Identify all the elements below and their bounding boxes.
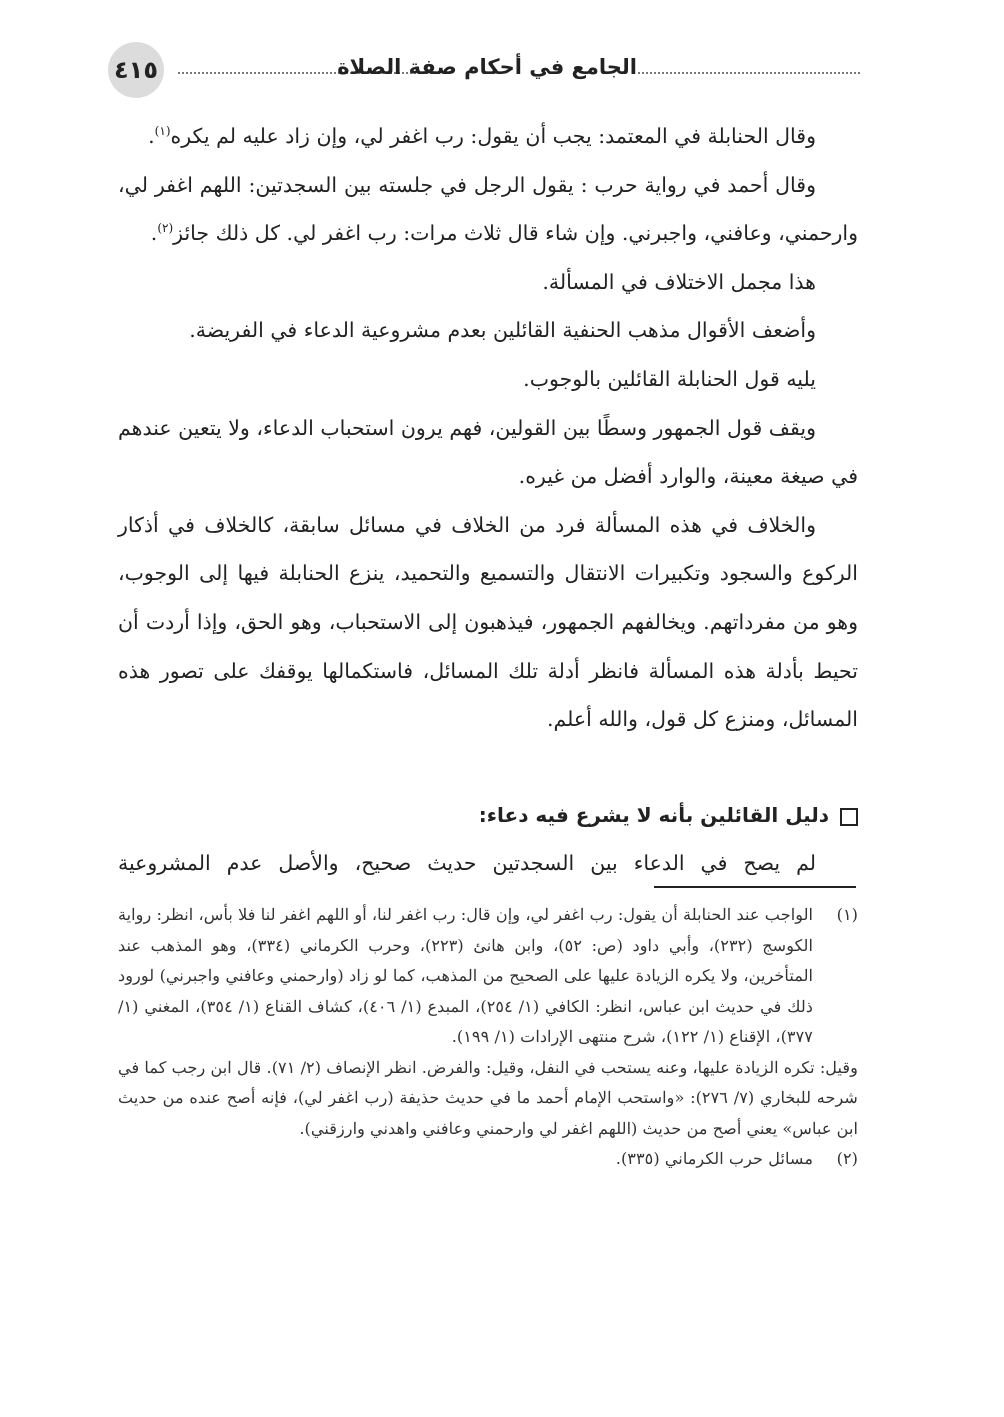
section-first-line: لم يصح في الدعاء بين السجدتين حديث صحيح، والأصل عدم المشروعية bbox=[118, 851, 816, 875]
paragraph-summary: هذا مجمل الاختلاف في المسألة. bbox=[542, 269, 816, 294]
dotted-leader-right bbox=[638, 72, 860, 74]
paragraph-dispute: والخلاف في هذه المسألة فرد من الخلاف في مسائل سابقة، كالخلاف في أذكار الركوع والسجود وتكبيرات الانتقال والتسميع والتحميد، ينزع الحنابلة فيها إلى الوجوب، وهو من مفرداتهم. ويخالفهم الجمهور، فيذهبون إلى الاستحباب، وهو الحق، وإذا أردت أن تحيط بأدلة هذه المسألة فانظر أدلة تلك المسائل، فاستكمالها يوقفك على تصور هذه المسائل، ومنزع كل قول، والله أعلم. bbox=[118, 512, 858, 732]
running-title: الجامع في أحكام صفة الصلاة bbox=[337, 55, 637, 79]
footnotes bbox=[118, 900, 858, 1175]
footnote-number: (٢) bbox=[836, 1149, 858, 1168]
paragraph-weakest: وأضعف الأقوال مذهب الحنفية القائلين بعدم مشروعية الدعاء في الفريضة. bbox=[189, 318, 816, 343]
main-text bbox=[118, 112, 858, 744]
footnote-separator bbox=[654, 886, 856, 888]
paragraph-next: يليه قول الحنابلة القائلين بالوجوب. bbox=[523, 366, 816, 391]
paragraph-majority: ويقف قول الجمهور وسطًا بين القولين، فهم يرون استحباب الدعاء، ولا يتعين عندهم في صيغة معينة، والوارد أفضل من غيره. bbox=[118, 415, 858, 489]
paragraph-ahmad: وقال أحمد في رواية حرب : يقول الرجل في جلسته بين السجدتين: اللهم اغفر لي، وارحمني، وعافني، واجبرني. وإن شاء قال ثلاث مرات: رب اغفر لي. كل ذلك جائز$^{(٢)}$. bbox=[118, 172, 858, 246]
footnote-ref-1: (١) bbox=[154, 124, 171, 139]
paragraph-hanabila: وقال الحنابلة في المعتمد: يجب أن يقول: رب اغفر لي، وإن زاد عليه لم يكره$^{(١)}$. bbox=[148, 124, 816, 148]
footnote-1-continuation: وقيل: تكره الزيادة عليها، وعنه يستحب في النفل، وقيل: والفرض. انظر الإنصاف (٢/ ٧١). قال ابن رجب كما في شرحه للبخاري (٧/ ٢٧٦): «واستحب الإمام أحمد ما في حديث حذيفة (رب اغفر لي)، فإنه أصح عنده من حديث ابن عباس» يعني أصح من حديث (اللهم اغفر لي وارحمني وعافني واهدني وارزقني). bbox=[118, 1057, 858, 1138]
footnote-number: (١) bbox=[836, 905, 858, 924]
page-header bbox=[108, 42, 860, 98]
section-heading: دليل القائلين بأنه لا يشرع فيه دعاء: bbox=[118, 803, 858, 827]
footnote-ref-2: (٢) bbox=[157, 221, 174, 236]
page-number-badge: ٤١٥ bbox=[108, 42, 164, 98]
footnote-2: (٢) مسائل حرب الكرماني (٣٣٥). bbox=[118, 1144, 858, 1175]
footnote-1: (١) الواجب عند الحنابلة أن يقول: رب اغفر لي، وإن قال: رب اغفر لنا، أو اللهم اغفر لنا فلا بأس، انظر: رواية الكوسج (٢٣٢)، وأبي داود (ص: ٥٢)، وابن هانئ (٢٢٣)، وحرب الكرماني (٣٣٤)، وهو المذهب عند المتأخرين، ولا يكره الزيادة عليها على الصحيح من المذهب، كما لو زاد (وارحمني وعافني واجبرني) لورود ذلك في حديث ابن عباس، انظر: الكافي (١/ ٢٥٤)، المبدع (١/ ٤٠٦)، كشاف القناع (١/ ٣٥٤)، المغني (١/ ٣٧٧)، الإقناع (١/ ١٢٢)، شرح منتهى الإرادات (١/ ١٩٩). bbox=[118, 900, 858, 1053]
square-bullet-icon bbox=[840, 808, 858, 826]
